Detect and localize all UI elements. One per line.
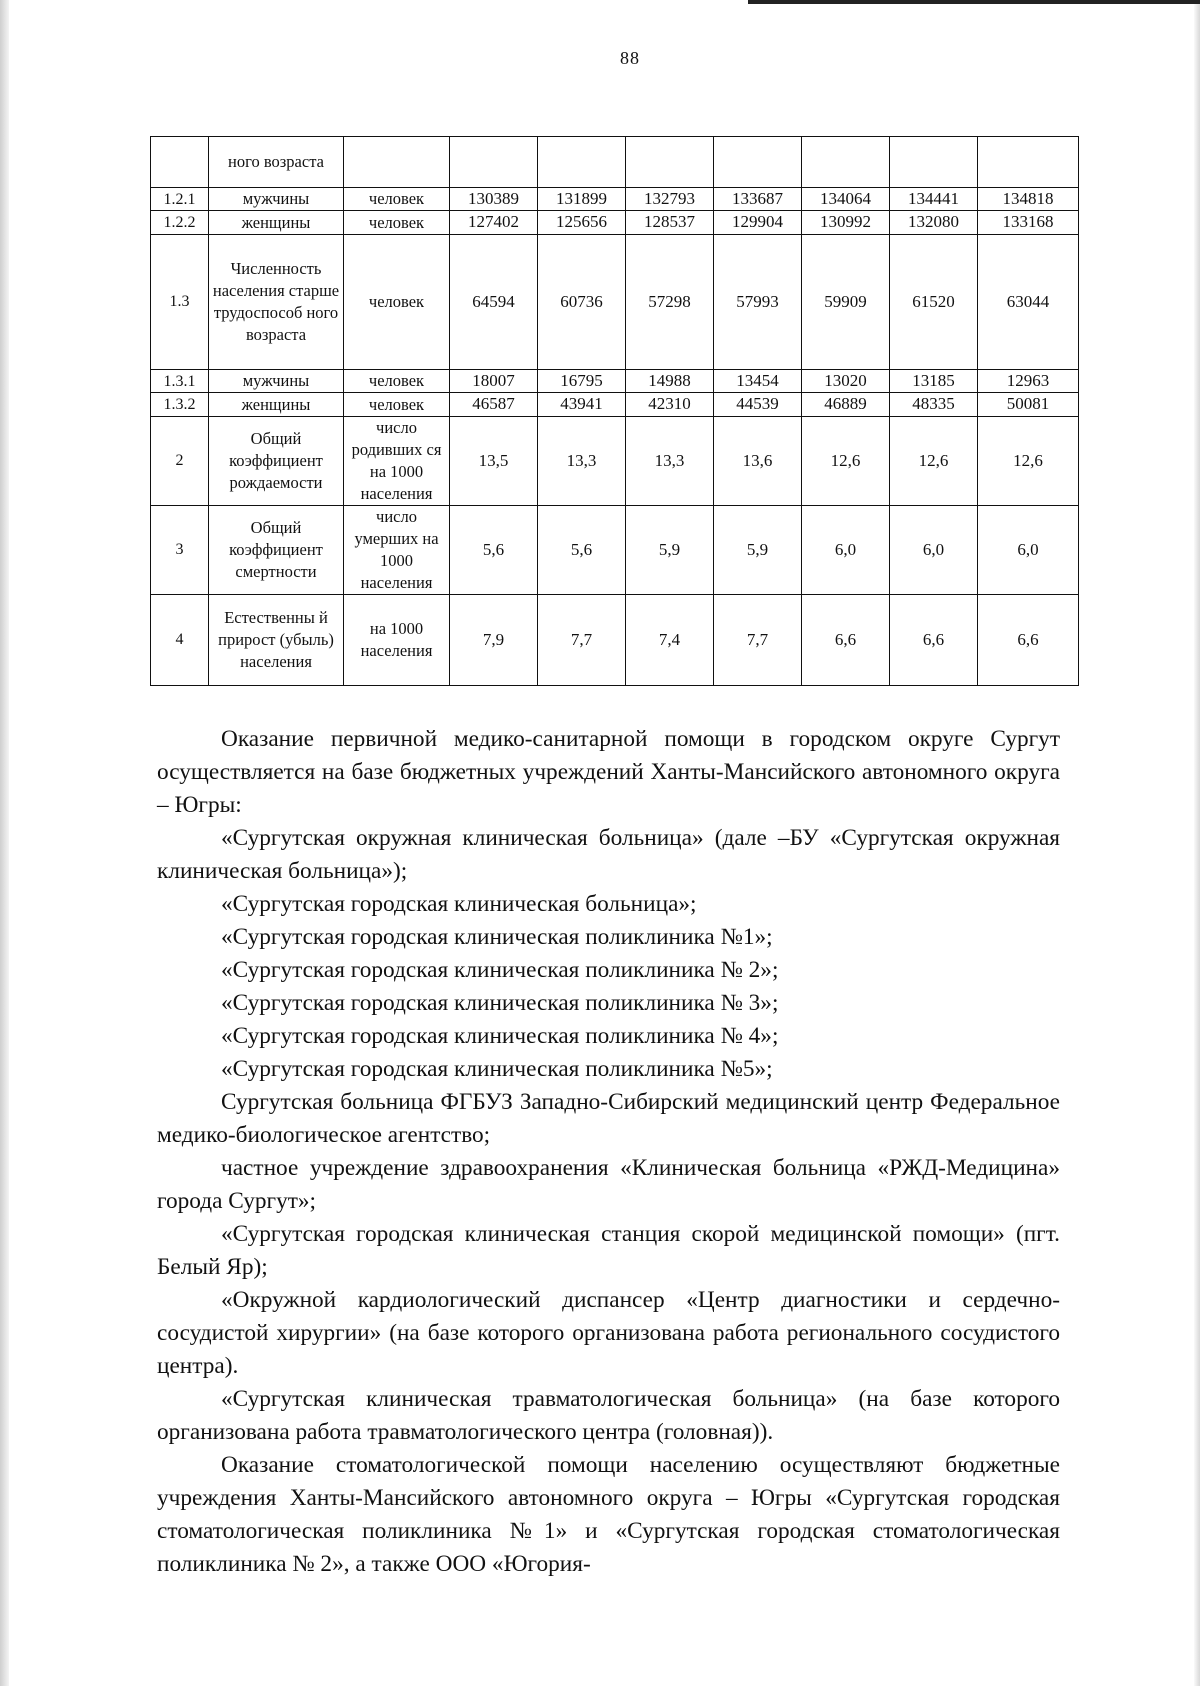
paragraph: Оказание первичной медико-санитарной помощи в городском округе Сургут осуществляется на базе бюджетных учреждений Ханты-Мансийского автономного округа – Югры: <box>157 726 1060 818</box>
value-cell: 46587 <box>450 393 538 416</box>
value-cell: 12,6 <box>978 416 1079 505</box>
table-row <box>151 416 1079 505</box>
value-cell: 13,6 <box>714 416 802 505</box>
value-cell: 59909 <box>802 234 890 369</box>
value-cell: 57993 <box>714 234 802 369</box>
list-item: «Сургутская городская клиническая поликлиника № 4»; <box>221 1023 779 1049</box>
value-cell <box>538 137 626 188</box>
value-cell: 50081 <box>978 393 1079 416</box>
indicator-name-cell: Естественны й прирост (убыль) населения <box>209 594 344 685</box>
value-cell: 6,6 <box>890 594 978 685</box>
value-cell <box>450 137 538 188</box>
list-item: «Сургутская клиническая травматологическая больница» (на базе которого организована работа травматологического центра (головная)). <box>157 1386 1060 1445</box>
value-cell: 13,3 <box>626 416 714 505</box>
indicator-name-cell: Общий коэффициент смертности <box>209 505 344 594</box>
value-cell: 5,9 <box>714 505 802 594</box>
value-cell: 63044 <box>978 234 1079 369</box>
indicator-name-cell: женщины <box>209 211 344 234</box>
value-cell <box>802 137 890 188</box>
value-cell: 134818 <box>978 188 1079 211</box>
value-cell: 18007 <box>450 369 538 392</box>
value-cell: 13454 <box>714 369 802 392</box>
list-item: «Сургутская городская клиническая поликлиника №5»; <box>221 1056 773 1082</box>
value-cell: 129904 <box>714 211 802 234</box>
table-row <box>151 594 1079 685</box>
table-row <box>151 211 1079 234</box>
list-item: «Сургутская городская клиническая поликлиника № 3»; <box>221 990 779 1016</box>
value-cell: 7,7 <box>538 594 626 685</box>
value-cell <box>978 137 1079 188</box>
unit-cell <box>344 137 450 188</box>
table-body <box>151 137 1079 686</box>
list-item: частное учреждение здравоохранения «Клиническая больница «РЖД-Медицина» города Сургут»; <box>157 1155 1060 1214</box>
list-item: «Сургутская городская клиническая поликлиника № 2»; <box>221 957 779 983</box>
demographics-table <box>150 136 1079 686</box>
value-cell: 6,0 <box>890 505 978 594</box>
indicator-name-cell: Общий коэффициент рождаемости <box>209 416 344 505</box>
value-cell: 133687 <box>714 188 802 211</box>
indicator-name-cell: ного возраста <box>209 137 344 188</box>
value-cell: 134064 <box>802 188 890 211</box>
value-cell: 13,5 <box>450 416 538 505</box>
scan-right-edge <box>1194 0 1200 1686</box>
value-cell: 131899 <box>538 188 626 211</box>
value-cell: 6,6 <box>978 594 1079 685</box>
unit-cell: человек <box>344 369 450 392</box>
unit-cell: на 1000 населения <box>344 594 450 685</box>
value-cell: 13,3 <box>538 416 626 505</box>
scan-left-edge <box>0 0 9 1686</box>
value-cell: 7,9 <box>450 594 538 685</box>
value-cell: 132793 <box>626 188 714 211</box>
table-row <box>151 188 1079 211</box>
value-cell: 14988 <box>626 369 714 392</box>
table-row <box>151 234 1079 369</box>
value-cell: 12,6 <box>802 416 890 505</box>
table-row <box>151 369 1079 392</box>
unit-cell: человек <box>344 188 450 211</box>
value-cell: 46889 <box>802 393 890 416</box>
value-cell: 61520 <box>890 234 978 369</box>
value-cell: 5,9 <box>626 505 714 594</box>
value-cell: 6,0 <box>978 505 1079 594</box>
value-cell: 133168 <box>978 211 1079 234</box>
value-cell <box>714 137 802 188</box>
row-code-cell: 1.3.2 <box>151 393 209 416</box>
indicator-name-cell: мужчины <box>209 188 344 211</box>
unit-cell: человек <box>344 211 450 234</box>
value-cell: 132080 <box>890 211 978 234</box>
value-cell: 13185 <box>890 369 978 392</box>
row-code-cell: 1.3.1 <box>151 369 209 392</box>
row-code-cell <box>151 137 209 188</box>
list-item: «Сургутская городская клиническая больница»; <box>221 891 697 917</box>
value-cell: 128537 <box>626 211 714 234</box>
value-cell <box>626 137 714 188</box>
value-cell: 130992 <box>802 211 890 234</box>
value-cell: 57298 <box>626 234 714 369</box>
table-row <box>151 393 1079 416</box>
list-item: Сургутская больница ФГБУЗ Западно-Сибирский медицинский центр Федеральное медико-биологическое агентство; <box>157 1089 1060 1148</box>
row-code-cell: 1.2.2 <box>151 211 209 234</box>
indicator-name-cell: женщины <box>209 393 344 416</box>
value-cell: 64594 <box>450 234 538 369</box>
value-cell: 5,6 <box>450 505 538 594</box>
list-item: «Окружной кардиологический диспансер «Центр диагностики и сердечно-сосудистой хирургии» (на базе которого организована работа регионального сосудистого центра). <box>157 1287 1060 1379</box>
value-cell: 6,0 <box>802 505 890 594</box>
value-cell: 7,4 <box>626 594 714 685</box>
indicator-name-cell: мужчины <box>209 369 344 392</box>
unit-cell: число родивших ся на 1000 населения <box>344 416 450 505</box>
table-row <box>151 505 1079 594</box>
row-code-cell: 1.3 <box>151 234 209 369</box>
value-cell: 12,6 <box>890 416 978 505</box>
indicator-name-cell: Численность населения старше трудоспособ ного возраста <box>209 234 344 369</box>
top-rule <box>748 0 1200 4</box>
paragraph: Оказание стоматологической помощи населению осуществляют бюджетные учреждения Ханты-Мансийского автономного округа – Югры «Сургутская городская стоматологическая поликлиника №1» и «Сургутская городская стоматологическая поликлиника № 2», а также ООО «Югория- <box>157 1452 1060 1577</box>
row-code-cell: 1.2.1 <box>151 188 209 211</box>
value-cell: 48335 <box>890 393 978 416</box>
table-row <box>151 137 1079 188</box>
value-cell: 130389 <box>450 188 538 211</box>
value-cell: 60736 <box>538 234 626 369</box>
row-code-cell: 3 <box>151 505 209 594</box>
value-cell: 44539 <box>714 393 802 416</box>
unit-cell: человек <box>344 234 450 369</box>
value-cell: 13020 <box>802 369 890 392</box>
value-cell: 43941 <box>538 393 626 416</box>
value-cell: 127402 <box>450 211 538 234</box>
value-cell: 16795 <box>538 369 626 392</box>
list-item: «Сургутская городская клиническая поликлиника №1»; <box>221 924 773 950</box>
value-cell: 6,6 <box>802 594 890 685</box>
unit-cell: человек <box>344 393 450 416</box>
value-cell: 12963 <box>978 369 1079 392</box>
value-cell: 42310 <box>626 393 714 416</box>
value-cell: 125656 <box>538 211 626 234</box>
value-cell: 5,6 <box>538 505 626 594</box>
row-code-cell: 4 <box>151 594 209 685</box>
value-cell <box>890 137 978 188</box>
value-cell: 7,7 <box>714 594 802 685</box>
value-cell: 134441 <box>890 188 978 211</box>
list-item: «Сургутская городская клиническая станция скорой медицинской помощи» (пгт. Белый Яр); <box>157 1221 1060 1280</box>
body-text <box>157 723 1060 1581</box>
row-code-cell: 2 <box>151 416 209 505</box>
unit-cell: число умерших на 1000 населения <box>344 505 450 594</box>
page-number: 88 <box>620 48 640 68</box>
list-item: «Сургутская окружная клиническая больница» (дале –БУ «Сургутская окружная клиническая больница»); <box>157 825 1060 884</box>
